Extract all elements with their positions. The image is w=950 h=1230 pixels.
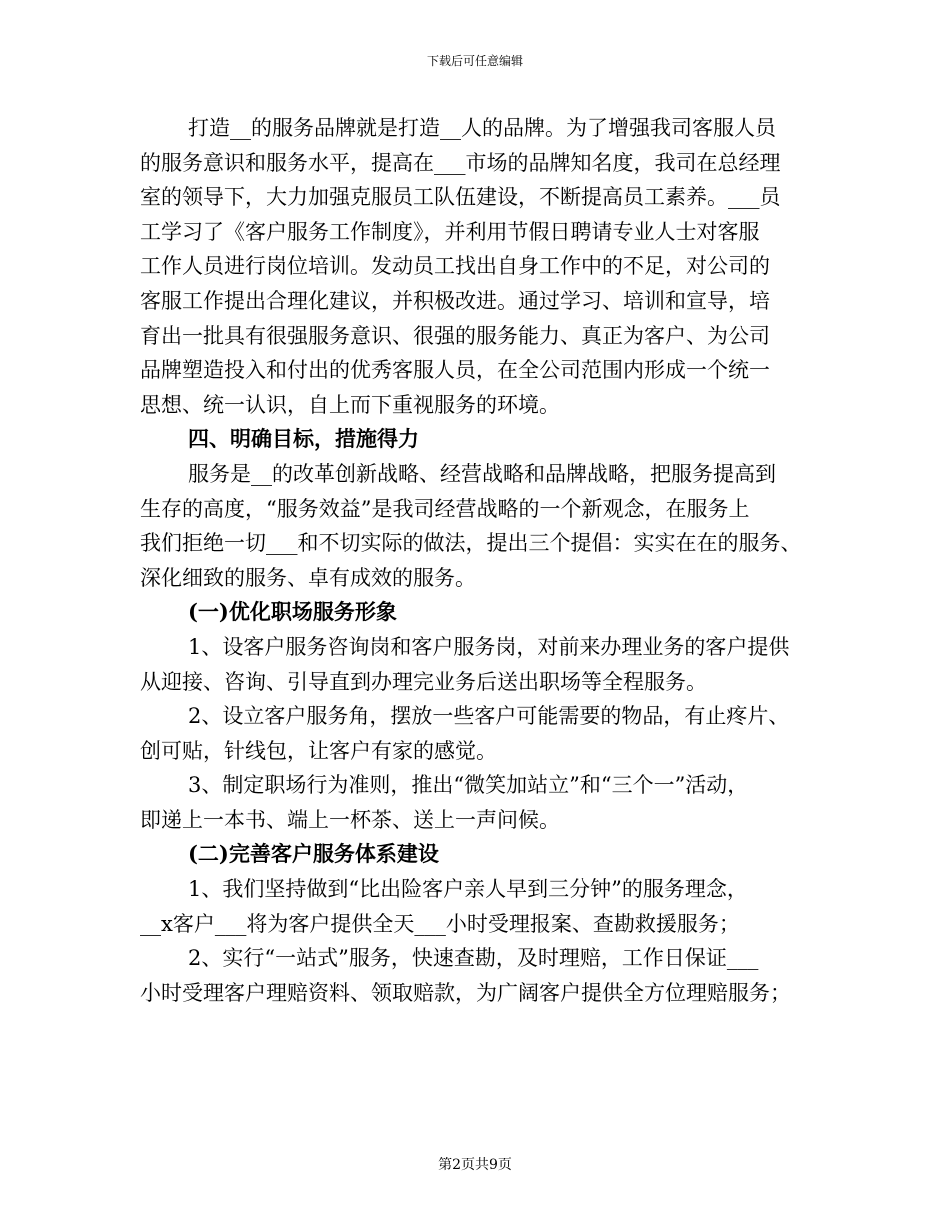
paragraph-line: 2、设立客户服务角，摆放一些客户可能需要的物品，有止疼片、 xyxy=(188,704,790,729)
paragraph-line: 育出一批具有很强服务意识、很强的服务能力、真正为客户、为公司 xyxy=(140,323,770,348)
paragraph-line: 品牌塑造投入和付出的优秀客服人员，在全公司范围内形成一个统一 xyxy=(140,358,770,383)
paragraph-line: 深化细致的服务、卓有成效的服务。 xyxy=(140,565,476,590)
paragraph-line: 即递上一本书、端上一杯茶、送上一声问候。 xyxy=(140,807,560,832)
paragraph-line: 创可贴，针线包，让客户有家的感觉。 xyxy=(140,738,497,763)
paragraph-line: 生存的高度，“服务效益”是我司经营战略的一个新观念，在服务上 xyxy=(140,496,750,521)
paragraph-line: 服务是__的改革创新战略、经营战略和品牌战略，把服务提高到 xyxy=(188,461,776,486)
paragraph-line: 工作人员进行岗位培训。发动员工找出自身工作中的不足，对公司的 xyxy=(140,254,770,279)
paragraph-line: 小时受理客户理赔资料、领取赔款，为广阔客户提供全方位理赔服务； xyxy=(140,980,791,1005)
paragraph-line: 1、设客户服务咨询岗和客户服务岗，对前来办理业务的客户提供 xyxy=(188,634,790,659)
paragraph-line: 打造__的服务品牌就是打造__人的品牌。为了增强我司客服人员 xyxy=(188,116,776,140)
paragraph-line: __x客户___将为客户提供全天___小时受理报案、查勘救援服务； xyxy=(140,911,740,936)
section-heading: (一)优化职场服务形象 xyxy=(188,599,397,625)
page-footer: 第2页共9页 xyxy=(438,1157,512,1173)
page-header: 下载后可任意编辑 xyxy=(426,54,523,68)
section-heading: (二)完善客户服务体系建设 xyxy=(188,841,439,867)
paragraph-line: 工学习了《客户服务工作制度》，并利用节假日聘请专业人士对客服 xyxy=(140,219,760,244)
paragraph-line: 从迎接、咨询、引导直到办理完业务后送出职场等全程服务。 xyxy=(140,669,707,694)
paragraph-line: 1、我们坚持做到“比出险客户亲人早到三分钟”的服务理念， xyxy=(188,877,748,902)
paragraph-line: 的服务意识和服务水平，提高在___市场的品牌知名度，我司在总经理 xyxy=(140,150,781,175)
paragraph-line: 2、实行“一站式”服务，快速查勘，及时理赔，工作日保证___ xyxy=(188,946,759,971)
paragraph-line: 3、制定职场行为准则，推出“微笑加站立”和“三个一”活动， xyxy=(188,773,749,798)
paragraph-line: 我们拒绝一切___和不切实际的做法，提出三个提倡：实实在在的服务、 xyxy=(140,531,802,556)
paragraph-line: 客服工作提出合理化建议，并积极改进。通过学习、培训和宣导，培 xyxy=(140,288,770,313)
paragraph-line: 思想、统一认识，自上而下重视服务的环境。 xyxy=(140,392,560,417)
document-body xyxy=(140,111,812,1010)
section-heading: 四、明确目标，措施得力 xyxy=(188,426,419,452)
paragraph-line: 室的领导下，大力加强克服员工队伍建设，不断提高员工素养。___员 xyxy=(140,185,781,210)
